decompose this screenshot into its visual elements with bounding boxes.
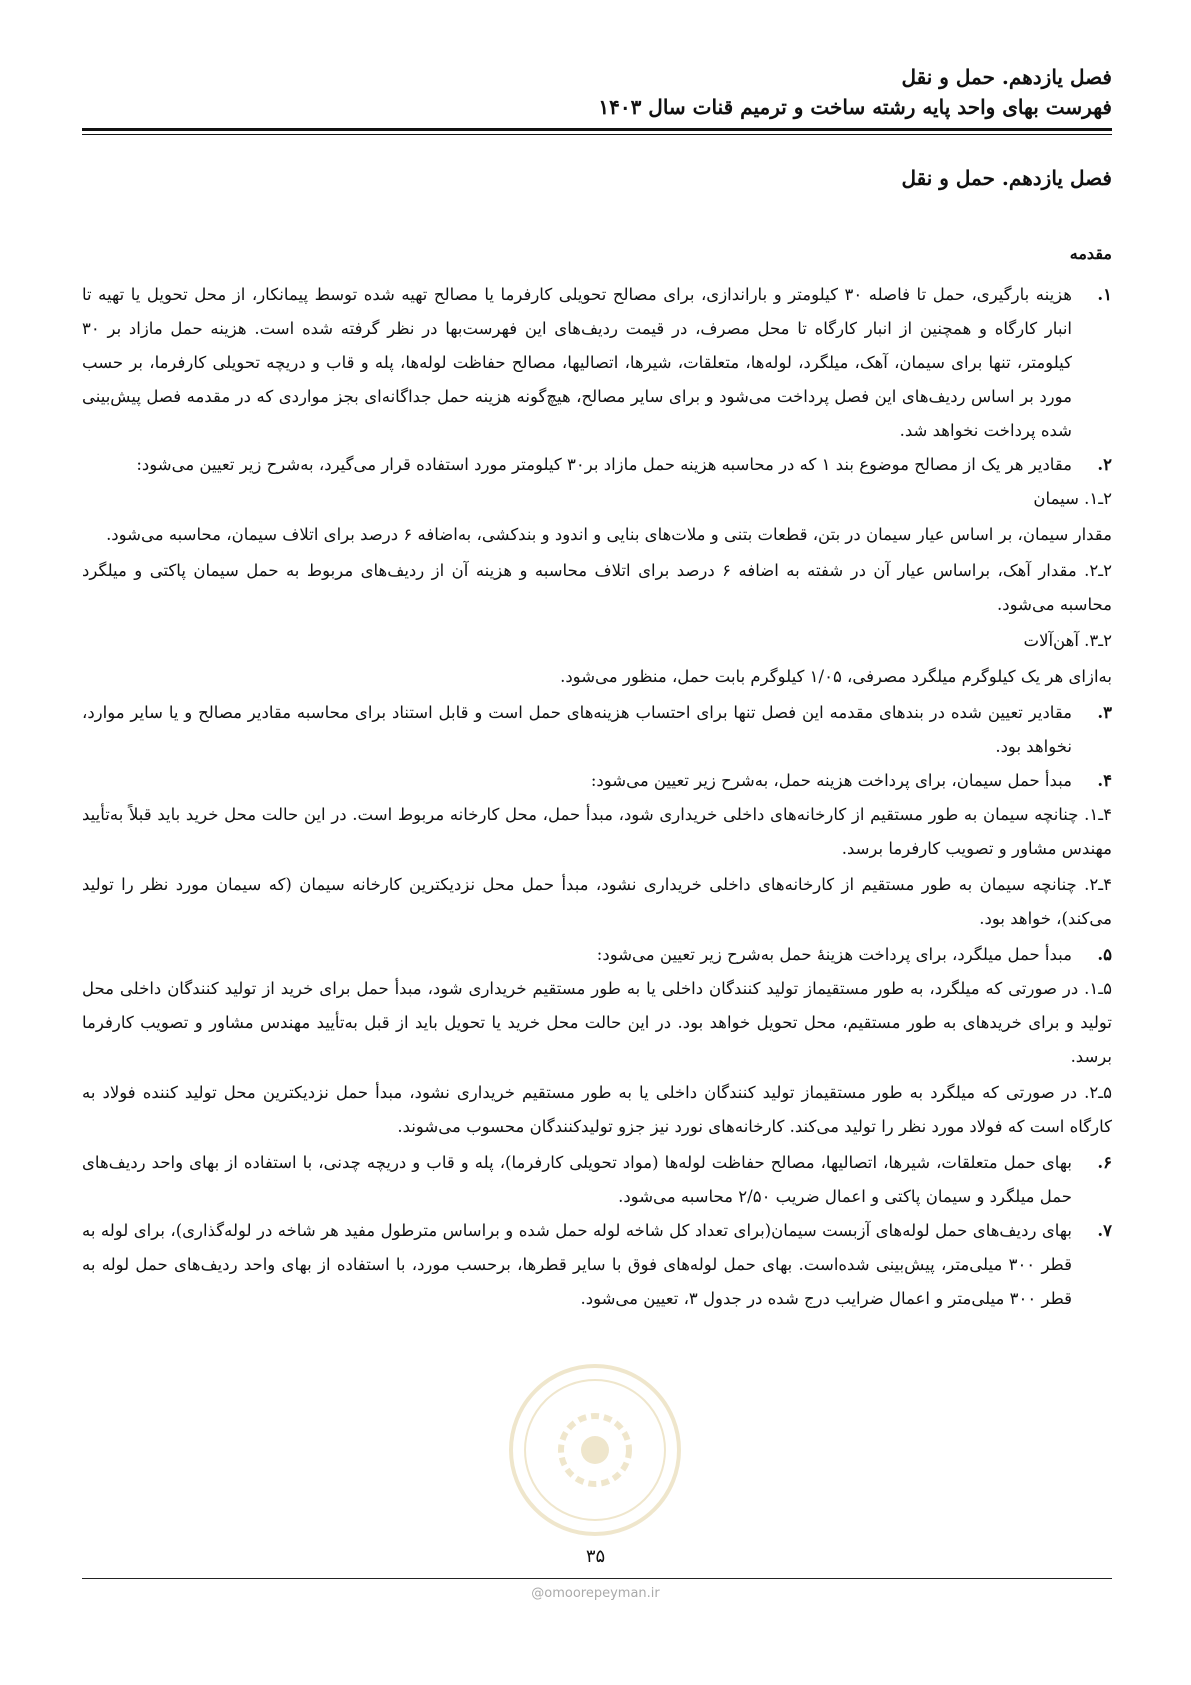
item-text: بهای حمل متعلقات، شیرها، اتصالیها، مصالح حفاظت لوله‌ها (مواد تحویلی کارفرما)، پله و قاب و دریچه چدنی، با استفاده از بهای واحد ردیف‌های حمل میلگرد و سیمان پاکتی و اعمال ضریب ۲/۵۰ محاسبه می‌شود. xyxy=(82,1153,1072,1206)
item-number: ۲. xyxy=(1097,455,1112,474)
chapter-title: فصل یازدهم. حمل و نقل xyxy=(901,166,1112,190)
header-rule-thin xyxy=(82,134,1112,135)
item-number: ۶. xyxy=(1097,1153,1112,1172)
page-header xyxy=(82,62,1112,122)
watermark-text: @omoorepeyman.ir xyxy=(531,1586,660,1601)
header-document-title: فهرست بهای واحد پایه رشته ساخت و ترمیم قنات سال ۱۴۰۳ xyxy=(598,95,1112,119)
numbered-item-5 xyxy=(82,938,1112,972)
numbered-item-6 xyxy=(82,1146,1112,1214)
item-text: مقادیر تعیین شده در بندهای مقدمه این فصل تنها برای احتساب هزینه‌های حمل است و قابل استناد برای محاسبه مقادیر مصالح و یا سایر موارد، نخواهد بود. xyxy=(82,703,1072,756)
numbered-item-7 xyxy=(82,1214,1112,1316)
page-number: ۳۵ xyxy=(585,1546,606,1567)
subitem-4-2: ۴ـ۲. چنانچه سیمان به طور مستقیم از کارخانه‌های داخلی خریداری نشود، مبدأ حمل محل نزدیکترین کارخانه سیمان (که سیمان مورد نظر را تولید می‌کند)، خواهد بود. xyxy=(82,875,1112,928)
item-number: ۷. xyxy=(1097,1221,1112,1240)
footer-rule xyxy=(82,1578,1112,1579)
item-text: مبدأ حمل میلگرد، برای پرداخت هزینهٔ حمل به‌شرح زیر تعیین می‌شود: xyxy=(596,945,1072,964)
item-number: ۱. xyxy=(1097,285,1112,304)
numbered-item-4 xyxy=(82,764,1112,798)
subitem-2-3-text: به‌ازای هر یک کیلوگرم میلگرد مصرفی، ۱/۰۵ کیلوگرم بابت حمل، منظور می‌شود. xyxy=(560,667,1112,686)
header-rule-thick xyxy=(82,128,1112,131)
numbered-item-2 xyxy=(82,448,1112,482)
subitem-2-1-title: ۲ـ۱. سیمان xyxy=(1033,489,1112,508)
watermark-emblem-icon xyxy=(505,1360,685,1540)
subitem-2-1-text: مقدار سیمان، بر اساس عیار سیمان در بتن، قطعات بتنی و ملات‌های بنایی و اندود و بندکشی، به‌اضافه ۶ درصد برای اتلاف سیمان، محاسبه می‌شود. xyxy=(106,525,1112,544)
item-number: ۳. xyxy=(1097,703,1112,722)
item-text: مقادیر هر یک از مصالح موضوع بند ۱ که در محاسبه هزینه حمل مازاد بر۳۰ کیلومتر مورد استفاده قرار می‌گیرد، به‌شرح زیر تعیین می‌شود: xyxy=(136,455,1072,474)
item-text: مبدأ حمل سیمان، برای پرداخت هزینه حمل، به‌شرح زیر تعیین می‌شود: xyxy=(590,771,1072,790)
subitem-5-1: ۵ـ۱. در صورتی که میلگرد، به طور مستقیماز تولید کنندگان داخلی یا به طور مستقیم خریداری شود، مبدأ حمل برای خرید از تولید کنندگان داخلی محل تولید و برای خریدهای به طور مستقیم، محل تحویل خواهد بود. در این حالت محل خرید یا تحویل باید از قبل به‌تأیید مهندس مشاور و تصویب کارفرما برسد. xyxy=(82,979,1112,1066)
body-content xyxy=(82,278,1112,1316)
header-chapter: فصل یازدهم. حمل و نقل xyxy=(901,65,1112,89)
item-number: ۵. xyxy=(1097,945,1112,964)
item-text: بهای ردیف‌های حمل لوله‌های آزبست سیمان(برای تعداد کل شاخه لوله حمل شده و براساس مترطول مفید هر شاخه در لوله‌گذاری)، برای لوله به قطر ۳۰۰ میلی‌متر، پیش‌بینی شده‌است. بهای حمل لوله‌های فوق با سایر قطرها، برحسب مورد، با استفاده از بهای واحد ردیف‌های حمل لوله به قطر ۳۰۰ میلی‌متر و اعمال ضرایب درج شده در جدول ۳، تعیین می‌شود. xyxy=(82,1221,1072,1308)
subitem-2-2: ۲ـ۲. مقدار آهک، براساس عیار آن در شفته به اضافه ۶ درصد برای اتلاف محاسبه و هزینه آن از ردیف‌های مربوط به حمل سیمان پاکتی و میلگرد محاسبه می‌شود. xyxy=(82,561,1113,614)
subitem-2-3-title: ۲ـ۳. آهن‌آلات xyxy=(1023,631,1112,650)
item-number: ۴. xyxy=(1097,771,1112,790)
subitem-4-1: ۴ـ۱. چنانچه سیمان به طور مستقیم از کارخانه‌های داخلی خریداری شود، مبدأ حمل، محل کارخانه مربوط است. در این حالت محل خرید باید قبلاً به‌تأیید مهندس مشاور و تصویب کارفرما برسد. xyxy=(82,805,1112,858)
numbered-item-3 xyxy=(82,696,1112,764)
item-text: هزینه بارگیری، حمل تا فاصله ۳۰ کیلومتر و باراندازی، برای مصالح تحویلی کارفرما یا مصالح تهیه شده توسط پیمانکار، از محل تحویل یا تهیه تا انبار کارگاه و همچنین از انبار کارگاه تا محل مصرف، در قیمت ردیف‌های این فهرست‌بها در نظر گرفته شده است. هزینه حمل مازاد بر ۳۰ کیلومتر، تنها برای سیمان، آهک، میلگرد، لوله‌ها، متعلقات، شیرها، اتصالیها، مصالح حفاظت لوله‌ها، پله و قاب و دریچه تحویلی کارفرما، بر حسب مورد بر اساس ردیف‌های این فصل پرداخت می‌شود و برای سایر مصالح، هیچ‌گونه هزینه حمل جداگانه‌ای بجز مواردی که در مقدمه فصل پیش‌بینی شده پرداخت نخواهد شد. xyxy=(82,285,1072,440)
intro-heading: مقدمه xyxy=(1069,244,1112,263)
numbered-item-1 xyxy=(82,278,1112,448)
subitem-5-2: ۵ـ۲. در صورتی که میلگرد به طور مستقیماز تولید کنندگان داخلی یا به طور مستقیم خریداری نشود، مبدأ حمل نزدیکترین محل تولید کننده فولاد به کارگاه است که فولاد مورد نظر را تولید می‌کند. کارخانه‌های نورد نیز جزو تولیدکنندگان محسوب می‌شوند. xyxy=(82,1083,1112,1136)
